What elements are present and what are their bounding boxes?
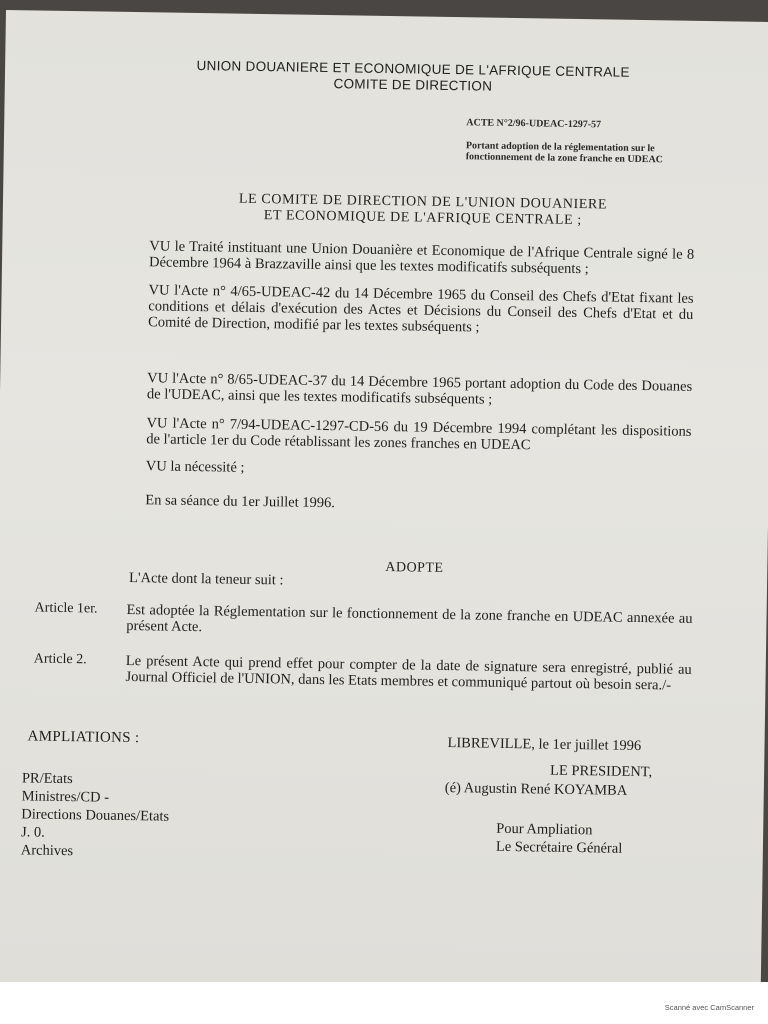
committee-heading <box>203 191 643 230</box>
committee-line-2: ET ECONOMIQUE DE L'AFRIQUE CENTRALE ; <box>263 208 582 229</box>
visa-acte-4-65: VU l'Acte n° 4/65-UDEAC-42 du 14 Décembre 1965 du Conseil des Chefs d'Etat fixant les conditions et délais d'exécution des Actes et Décisions du Conseil des Chefs d'Etat et du Comité de Direction, modifié par les textes subséquents ; <box>147 282 694 336</box>
acte-subject: Portant adoption de la réglementation sur le fonctionnement de la zone franche en UDEAC <box>465 140 664 166</box>
signature-place-date: LIBREVILLE, le 1er juillet 1996 <box>447 735 642 755</box>
camscanner-watermark: Scanné avec CamScanner <box>664 1003 754 1012</box>
visa-necessite: VU la nécessité ; <box>145 458 245 476</box>
header-union-title: UNION DOUANIERE ET ECONOMIQUE DE L'AFRIQUE CENTRALE <box>196 58 630 80</box>
article-2-label: Article 2. <box>33 651 87 668</box>
header-committee-title: COMITE DE DIRECTION <box>333 76 493 94</box>
header-block <box>153 57 673 97</box>
visa-traite: VU le Traité instituant une Union Douanière et Economique de l'Afrique Centrale signé le 8 Décembre 1964 à Brazzaville ainsi que les textes modificatifs subséquents ; <box>148 238 695 278</box>
ampliation-item: PR/Etats <box>21 770 73 788</box>
article-2-text: Le présent Acte qui prend effet pour compter de la date de signature sera enregistré, publié au Journal Officiel de l'UNION, dans les Etats membres et communiqué partout où besoin sera./- <box>125 652 692 694</box>
intro-line: L'Acte dont la teneur suit : <box>128 570 284 589</box>
ampliation-item: Ministres/CD - <box>21 788 110 806</box>
acte-reference: ACTE N°2/96-UDEAC-1297-57 <box>466 117 602 131</box>
visa-acte-7-94: VU l'Acte n° 7/94-UDEAC-1297-CD-56 du 19 Décembre 1994 complétant les dispositions de l'article 1er du Code rétablissant les zones franches en UDEAC <box>146 415 692 454</box>
ampliations-title: AMPLIATIONS : <box>27 728 140 747</box>
ampliations-list <box>21 770 170 862</box>
ampliation-item: Archives <box>20 842 74 860</box>
signature-name: (é) Augustin René KOYAMBA <box>444 779 628 799</box>
signature-title: LE PRESIDENT, <box>549 762 653 781</box>
article-1-label: Article 1er. <box>34 600 98 617</box>
ampliation-item: J. 0. <box>20 824 45 841</box>
ampliation-item: Directions Douanes/Etats <box>21 806 170 825</box>
ampliation-line-1: Pour Ampliation <box>496 820 593 839</box>
scanner-footer-bar <box>0 982 768 1024</box>
ampliation-line-2: Le Secrétaire Général <box>495 838 623 857</box>
document-sheet <box>0 10 768 982</box>
article-1-text: Est adoptée la Réglementation sur le fonctionnement de la zone franche en UDEAC annexée au présent Acte. <box>126 601 693 636</box>
committee-line-1: LE COMITE DE DIRECTION DE L'UNION DOUANIERE <box>238 191 608 213</box>
visa-acte-8-65: VU l'Acte n° 8/65-UDEAC-37 du 14 Décembre 1965 portant adoption du Code des Douanes de l'UDEAC, ainsi que les textes modificatifs subséquents ; <box>146 370 693 408</box>
adopte-heading: ADOPTE <box>385 560 444 576</box>
session-date: En sa séance du 1er Juillet 1996. <box>145 492 336 512</box>
